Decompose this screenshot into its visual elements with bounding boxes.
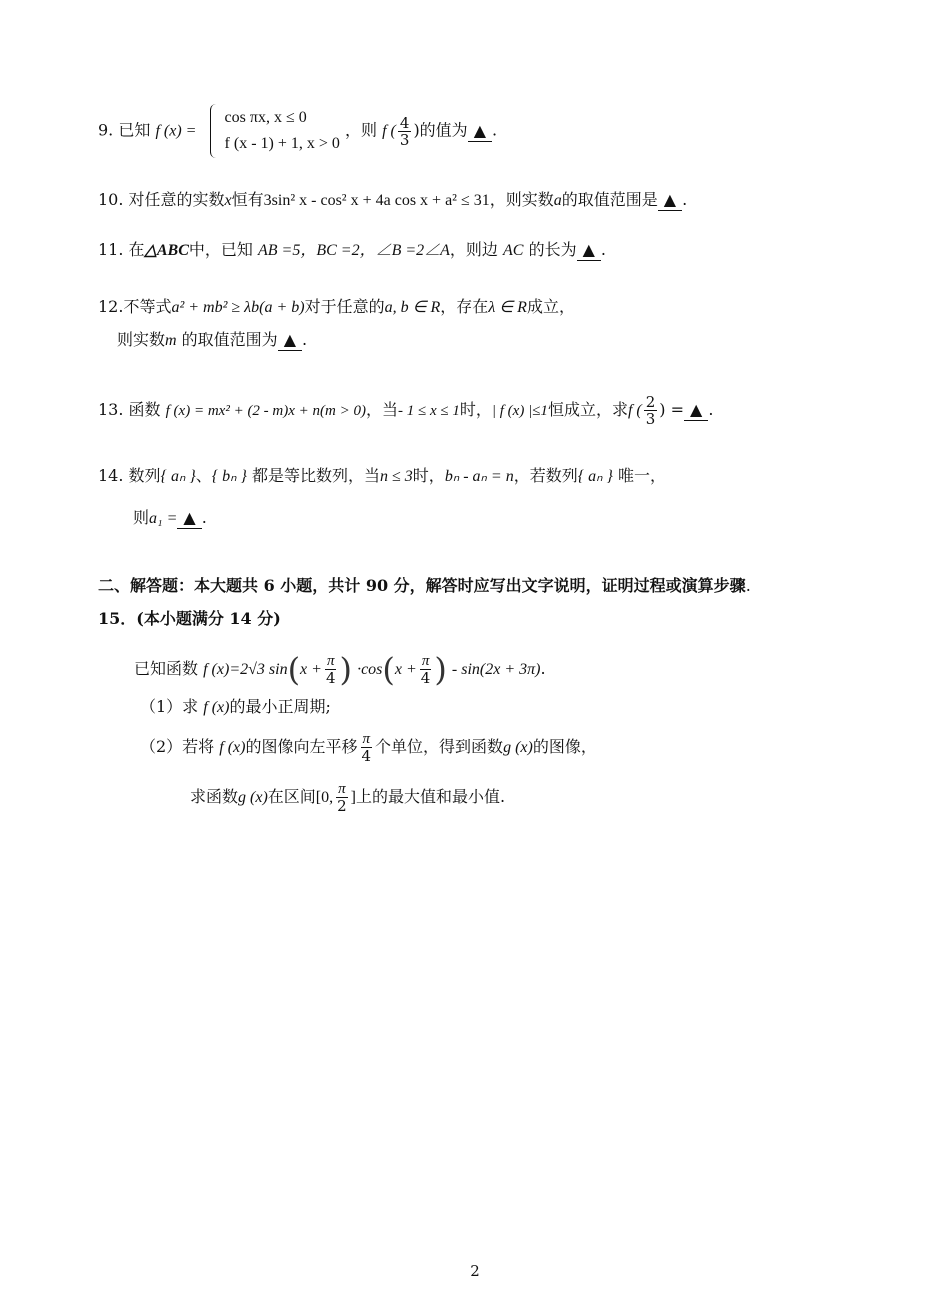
q12-var-m: m [165, 332, 177, 349]
q15-p2-fx: f (x) [219, 739, 246, 756]
q9-fraction [398, 115, 412, 148]
q9-then: ，则 [345, 120, 378, 140]
question-13: 13. 函数 f (x) = mx² + (2 - m)x + n(m > 0)，当- 1 ≤ x ≤ 1时，| f (x) |≤1恒成立，求f ( $\frac{2}{3}$ ) = ▲ . [98, 393, 714, 428]
q15-head: 15．(本小题满分 14 分) [98, 609, 281, 628]
section-2-heading [98, 576, 751, 596]
answer-blank: ▲ [177, 508, 201, 529]
q15-pi-over-4 [324, 653, 338, 686]
q14-line2-text: 则 [133, 508, 150, 527]
section-2-dot: . [745, 576, 751, 595]
q11-ac: AC [503, 242, 524, 259]
q15-p2-line2-text-2: 在区间 [267, 787, 316, 806]
answer-blank: ▲ [684, 400, 708, 421]
q14-sep: 、 [195, 466, 212, 485]
q15-cos: ·cos [357, 661, 383, 678]
q15-p1-label: （1）求 [140, 697, 199, 716]
q9-rest: )的值为 [413, 120, 468, 140]
q12-label: 12.不等式 [98, 297, 172, 316]
question-14-line-2: 则a₁ = ▲ . [133, 508, 207, 527]
q9-f: f ( [382, 122, 396, 140]
q15-minus-sin: - sin(2x + 3π) [451, 661, 541, 678]
q14-seq-a: { aₙ } [160, 468, 196, 485]
q13-frac-num: 2 [645, 393, 656, 411]
question-9: 9. 已知 f (x) = cos πx, x ≤ 0 f (x - 1) + 1, x > 0 ，则 f ( $\frac{4}{3}$ )的值为 ▲ . [98, 104, 497, 158]
piecewise-brace [210, 104, 221, 158]
q15-p1-text: 的最小正周期; [229, 697, 331, 716]
q14-label: 14. 数列 [98, 466, 161, 485]
q12-text-2: ，存在 [440, 297, 489, 316]
q15-p2-pi-over-4 [360, 731, 374, 764]
q15-interval-right: ] [350, 789, 356, 806]
q13-f: f ( [627, 402, 642, 419]
q11-triangle: △ABC [144, 242, 189, 259]
q14-text: 都是等比数列，当 [252, 466, 381, 485]
q15-p1-fx: f (x) [203, 699, 230, 716]
q12-text: 对于任意的 [304, 297, 385, 316]
q14-cond: n ≤ 3 [380, 468, 413, 485]
q13-fraction [644, 394, 658, 427]
q12-text-3: 成立， [526, 297, 575, 316]
q15-four: 4 [325, 669, 336, 687]
page-number: 2 [470, 1262, 480, 1280]
q14-text-3: ，若数列 [513, 466, 578, 485]
question-15-heading [98, 609, 281, 629]
question-12-line-2: 则实数m 的取值范围为 ▲ . [117, 330, 308, 349]
q15-p2-four: 4 [361, 747, 372, 765]
q15-p2-text-3: 的图像， [532, 737, 597, 756]
q15-p2-pi: π [362, 731, 371, 747]
q15-given-text: 已知函数 [134, 659, 199, 678]
q15-fx: f (x)=2√3 sin [203, 661, 288, 678]
q9-frac-den: 3 [399, 130, 410, 149]
q15-interval-two: 2 [337, 797, 347, 815]
q15-end: . [540, 659, 546, 678]
q11-expression: AB =5，BC =2，∠B =2∠A [257, 242, 450, 259]
q15-p2-text-2: 个单位，得到函数 [375, 737, 504, 756]
q15-p2-label: （2）若将 [140, 737, 215, 756]
q15-x-plus: x + [300, 661, 322, 678]
q10-label: 10. 对任意的实数 [98, 190, 225, 209]
q15-pi: π [326, 653, 335, 669]
q11-text-2: ，则边 [449, 240, 498, 259]
q15-given [134, 652, 546, 687]
q12-line2-text-2: 的取值范围为 [181, 330, 278, 349]
q13-text-2: 时， [459, 400, 492, 419]
q11-label: 11. 在 [98, 240, 145, 259]
answer-blank: ▲ [577, 240, 601, 261]
question-11: 11. 在△ABC中，已知 AB =5，BC =2，∠B =2∠A，则边 AC 的长为 ▲ . [98, 240, 606, 259]
paren-right: ) [339, 650, 352, 689]
q15-p2-line2-text-3: 上的最大值和最小值. [356, 787, 506, 806]
q15-p2-gx-2: g (x) [238, 789, 268, 806]
q15-interval-left: [0, [315, 789, 334, 806]
q15-part-2 [140, 730, 597, 765]
q13-range: - 1 ≤ x ≤ 1 [398, 403, 460, 419]
question-12 [98, 297, 575, 318]
q14-seq-a-2: { aₙ } [577, 468, 613, 485]
q9-frac-num: 4 [399, 113, 410, 132]
q10-text-3: 的取值范围是 [561, 190, 658, 209]
paren-left: ( [287, 650, 301, 689]
q15-x-plus-2: x + [394, 661, 417, 678]
answer-blank: ▲ [468, 121, 492, 142]
q12-lambda: λ ∈ R [488, 299, 527, 316]
q15-p2-line2-text: 求函数 [190, 787, 239, 806]
paren-right: ) [434, 650, 447, 689]
question-10: 10. 对任意的实数x恒有3sin² x - cos² x + 4a cos x + a² ≤ 31，则实数a的取值范围是 ▲ . [98, 190, 688, 209]
q13-expression: f (x) = mx² + (2 - m)x + n(m > 0) [165, 403, 366, 419]
q15-pi-2: π [421, 653, 430, 669]
q13-frac-den: 3 [645, 410, 656, 428]
q13-text-3: 恒成立，求 [547, 400, 628, 419]
q15-pi-over-2 [335, 781, 349, 814]
q13-label: 13. 函数 [98, 400, 161, 419]
q15-part-1 [140, 697, 331, 718]
q12-expression: a² + mb² ≥ λb(a + b) [171, 299, 305, 316]
q9-cases [225, 105, 340, 157]
q14-eq: bₙ - aₙ = n [444, 468, 514, 485]
q13-abs: | f (x) |≤1 [491, 403, 548, 419]
q13-text: ，当 [365, 400, 398, 419]
q14-seq-b: { bₙ } [211, 468, 247, 485]
section-2-title: 二、解答题：本大题共 6 小题，共计 90 分，解答时应写出文字说明，证明过程或演算步骤 [98, 576, 746, 595]
q10-expression: 3sin² x - cos² x + 4a cos x + a² ≤ 31 [263, 192, 490, 209]
q15-four-2: 4 [420, 669, 431, 687]
q10-var-x: x [224, 192, 232, 209]
q11-text: 中，已知 [188, 240, 253, 259]
q14-a1: a₁ = [149, 510, 178, 527]
q9-function: f (x) = [155, 122, 197, 140]
q9-label: 9. 已知 [98, 120, 151, 140]
q10-text-2: ，则实数 [489, 190, 554, 209]
q14-text-2: 时， [412, 466, 445, 485]
q15-pi-over-4-2 [419, 653, 433, 686]
q15-p2-text: 的图像向左平移 [245, 737, 358, 756]
q15-p2-gx: g (x) [503, 739, 533, 756]
q9-case-1: cos πx, x ≤ 0 [224, 109, 307, 126]
q14-text-4: 唯一， [617, 466, 666, 485]
q9-case-2: f (x - 1) + 1, x > 0 [224, 135, 340, 152]
q15-interval-pi: π [338, 781, 346, 797]
q12-vars: a, b ∈ R [384, 299, 441, 316]
answer-blank: ▲ [658, 190, 682, 211]
q11-text-3: 的长为 [528, 240, 577, 259]
q10-text: 恒有 [231, 190, 264, 209]
q13-rest: ) = [659, 400, 685, 419]
paren-left: ( [382, 650, 395, 689]
q15-part-2-line-2 [190, 780, 505, 815]
q10-var-a: a [553, 192, 562, 209]
question-14 [98, 466, 666, 487]
answer-blank: ▲ [278, 330, 302, 351]
q12-line2-text: 则实数 [117, 330, 166, 349]
